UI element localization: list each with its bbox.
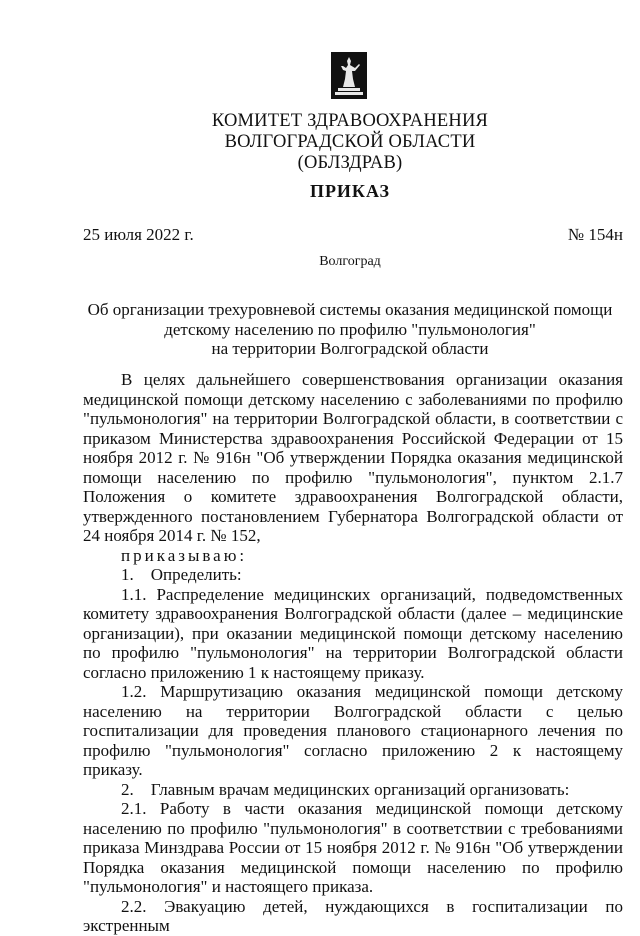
- item-1: 1. Определить:: [121, 565, 242, 584]
- item-1-1: 1.1. Распределение медицинских организаций, подведомственных комитету здравоохранения Волгоградской области (далее – медицинские организации), при оказании медицинской помощи детскому населению по профилю "пульмонология" на территории Волгоградской области согласно приложению 1 к настоящему приказу.: [83, 584, 623, 682]
- item-2: 2. Главным врачам медицинских организаций организовать:: [121, 779, 570, 799]
- committee-name-line1: КОМИТЕТ ЗДРАВООХРАНЕНИЯ: [211, 111, 489, 131]
- document-number: № 154н: [567, 225, 623, 244]
- volgograd-emblem-icon: [331, 52, 367, 99]
- document-body: [83, 370, 623, 936]
- document-city: Волгоград: [319, 254, 381, 269]
- subject-line3: на территории Волгоградской области: [211, 339, 489, 358]
- committee-abbrev: (ОБЛЗДРАВ): [297, 153, 403, 173]
- subject-line2: детскому населению по профилю "пульмонология": [164, 319, 536, 339]
- order-word: приказываю:: [121, 545, 248, 565]
- committee-name-line2: ВОЛГОГРАДСКОЙ ОБЛАСТИ: [224, 132, 476, 152]
- document-date: 25 июля 2022 г.: [83, 225, 194, 244]
- document-title: ПРИКАЗ: [309, 181, 391, 201]
- item-2-2: 2.2. Эвакуацию детей, нуждающихся в госпитализации по экстренным: [83, 896, 623, 935]
- item-1-2: 1.2. Маршрутизацию оказания медицинской помощи детскому населению на территории Волгоградской области с целью госпитализации для проведения планового стационарного лечения по профилю "пульмонология" согласно приложению 2 к настоящему приказу.: [83, 682, 623, 779]
- document-subject: [0, 300, 640, 359]
- item-2-1: 2.1. Работу в части оказания медицинской помощи детскому населению по профилю "пульмонология" в соответствии с требованиями приказа Минздрава России от 15 ноября 2012 г. № 916н "Об утверждении Порядка оказания медицинской помощи населению по профилю "пульмонология" и настоящего приказа.: [83, 799, 623, 896]
- subject-line1: Об организации трехуровневой системы оказания медицинской помощи: [87, 300, 613, 319]
- preamble-paragraph: В целях дальнейшего совершенствования организации оказания медицинской помощи детскому населению с заболеваниями по профилю "пульмонология" на территории Волгоградской области, в соответствии с приказом Министерства здравоохранения Российской Федерации от 15 ноября 2012 г. № 916н "Об утверждении Порядка оказания медицинской помощи населению по профилю "пульмонология", пунктом 2.1.7 Положения о комитете здравоохранения Волгоградской области, утвержденного постановлением Губернатора Волгоградской области от 24 ноября 2014 г. № 152,: [83, 370, 623, 545]
